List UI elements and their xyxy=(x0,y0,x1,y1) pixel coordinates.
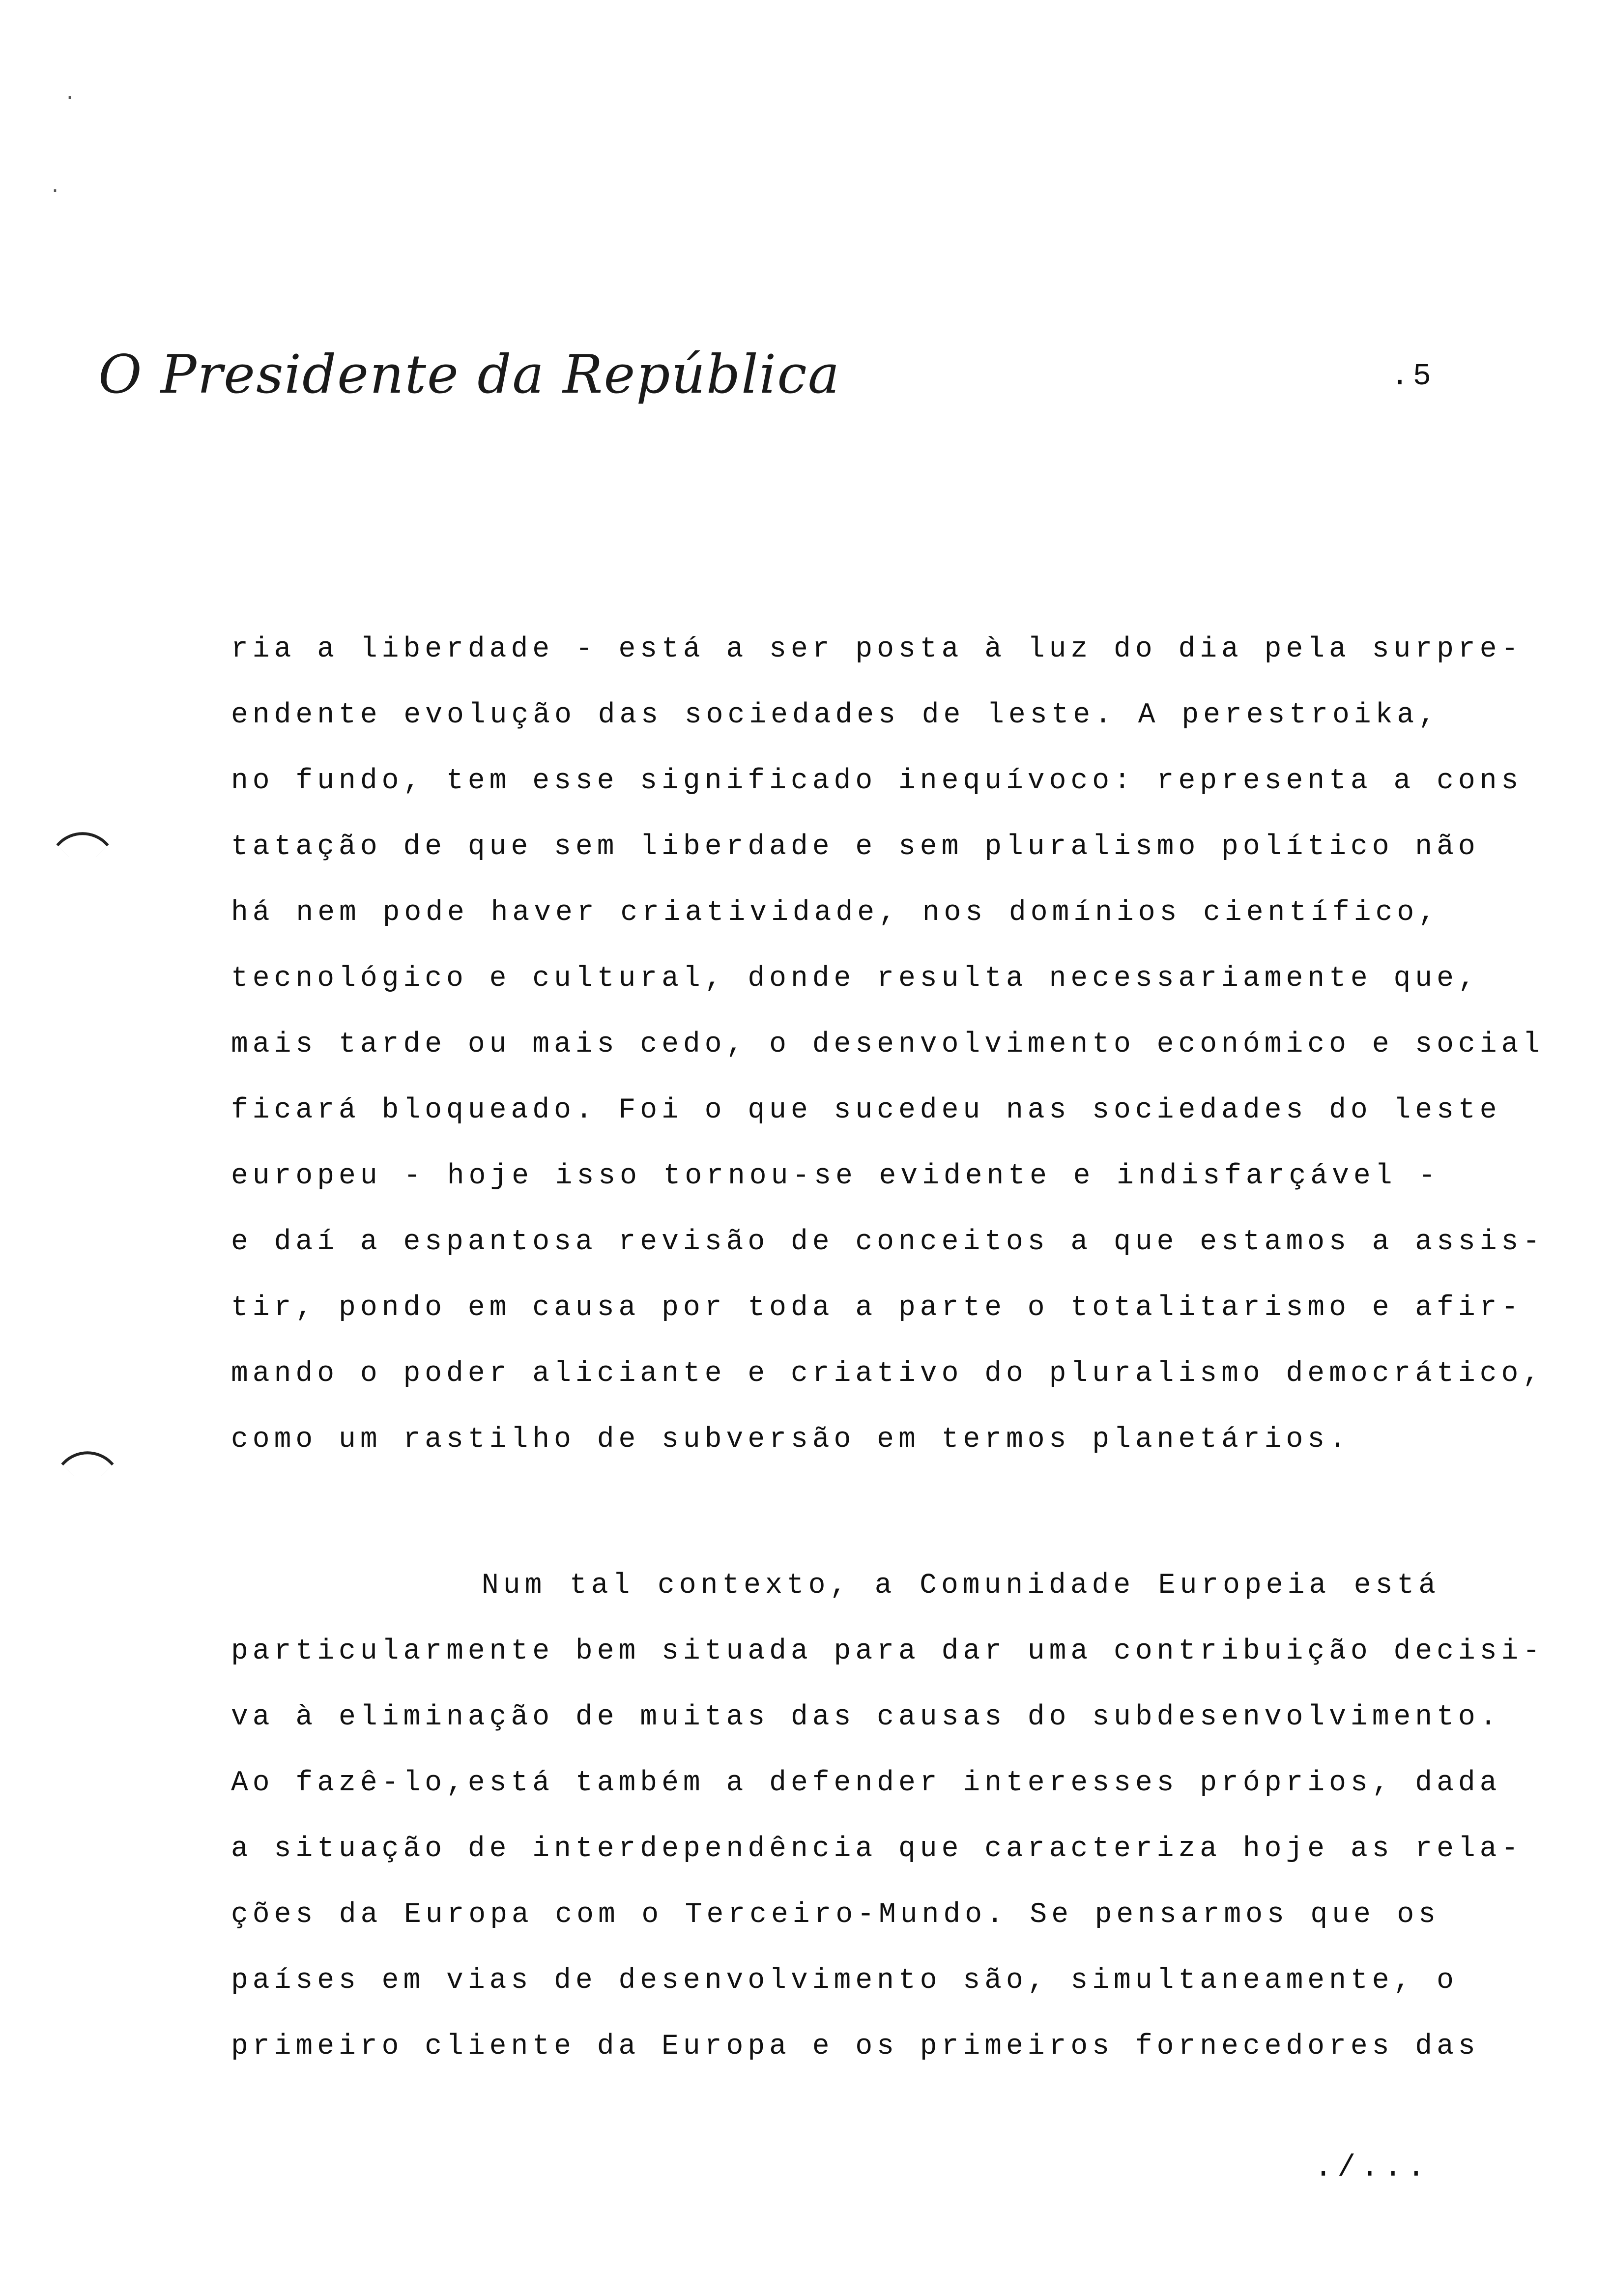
text-line: particularmente bem situada para dar uma contribuição decisi- xyxy=(231,1636,1545,1667)
text-line: mando o poder aliciante e criativo do pluralismo democrático, xyxy=(231,1358,1545,1390)
text-line: no fundo, tem esse significado inequívoco: representa a cons xyxy=(231,765,1523,797)
text-line: endente evolução das sociedades de leste. A perestroika, xyxy=(231,699,1440,731)
letterhead-title: O Presidente da República xyxy=(98,344,841,405)
text-line: va à eliminação de muitas das causas do subdesenvolvimento. xyxy=(231,1701,1501,1733)
page-number: .5 xyxy=(1390,359,1435,394)
paragraph-1 xyxy=(231,617,1545,1473)
punch-hole-mark xyxy=(56,818,109,870)
scan-speck-mark: · xyxy=(49,180,61,202)
text-line: há nem pode haver criatividade, nos domínios científico, xyxy=(231,897,1440,929)
paragraph-2 xyxy=(231,1553,1545,2080)
letterhead-header xyxy=(98,344,1474,423)
text-line: europeu - hoje isso tornou-se evidente e indisfarçável - xyxy=(231,1160,1440,1192)
punch-hole-mark xyxy=(61,1437,114,1490)
text-line: países em vias de desenvolvimento são, simultaneamente, o xyxy=(231,1965,1458,1997)
text-line: primeiro cliente da Europa e os primeiros fornecedores das xyxy=(231,2031,1480,2063)
continuation-mark: ./... xyxy=(1314,2150,1430,2185)
text-line: a situação de interdependência que caracteriza hoje as rela- xyxy=(231,1833,1523,1865)
text-line: ficará bloqueado. Foi o que sucedeu nas sociedades do leste xyxy=(231,1094,1501,1126)
text-line: tir, pondo em causa por toda a parte o totalitarismo e afir- xyxy=(231,1292,1523,1324)
text-line: ções da Europa com o Terceiro-Mundo. Se pensarmos que os xyxy=(231,1899,1440,1931)
text-line: tatação de que sem liberdade e sem pluralismo político não xyxy=(231,831,1480,863)
text-line: Ao fazê-lo,está também a defender interesses próprios, dada xyxy=(231,1767,1501,1799)
text-line: tecnológico e cultural, donde resulta necessariamente que, xyxy=(231,963,1480,995)
text-line: mais tarde ou mais cedo, o desenvolvimento económico e social xyxy=(231,1029,1545,1061)
text-line: e daí a espantosa revisão de conceitos a que estamos a assis- xyxy=(231,1226,1545,1258)
text-line: ria a liberdade - está a ser posta à luz do dia pela surpre- xyxy=(231,633,1523,665)
text-line: como um rastilho de subversão em termos planetários. xyxy=(231,1424,1351,1456)
text-line: Num tal contexto, a Comunidade Europeia está xyxy=(482,1570,1440,1602)
scan-speck-mark: · xyxy=(64,87,76,109)
